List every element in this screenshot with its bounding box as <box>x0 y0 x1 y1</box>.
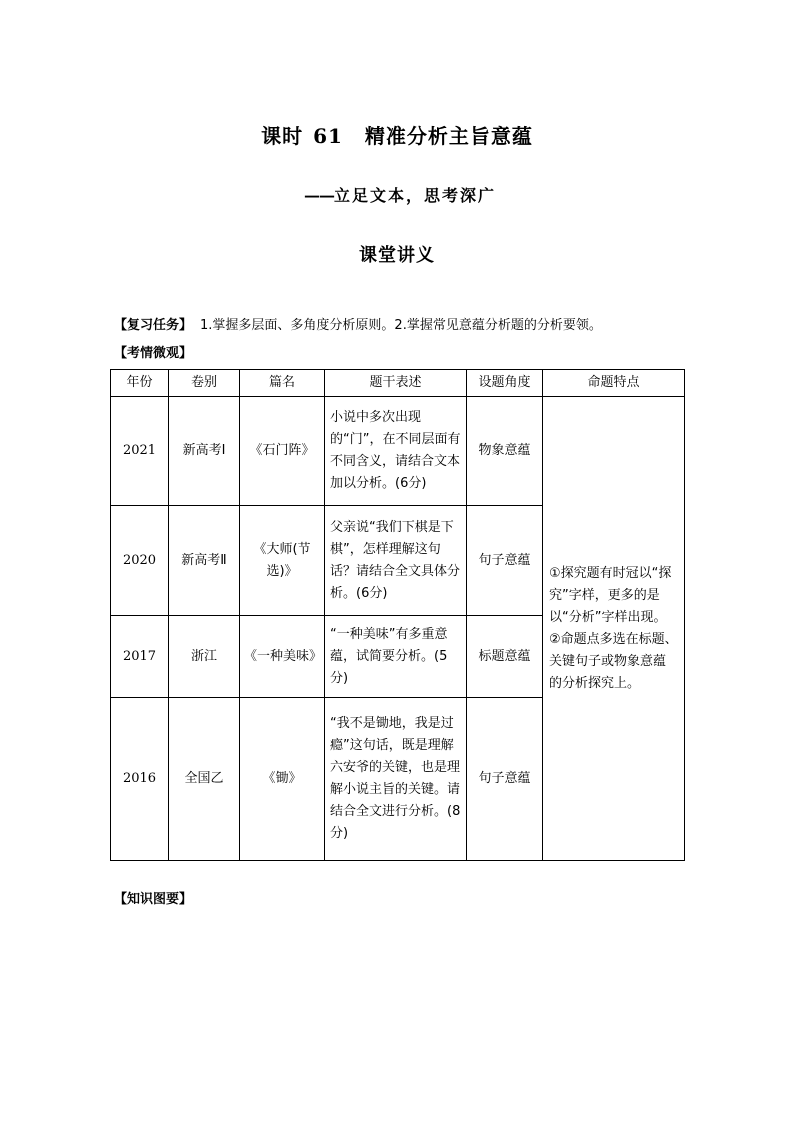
lesson-subtitle <box>0 183 794 206</box>
cell-paper: 全国乙 <box>169 698 240 861</box>
exam-overview-table <box>110 369 685 861</box>
review-task <box>114 314 602 333</box>
lesson-title <box>0 120 794 149</box>
cell-year: 2017 <box>111 616 169 698</box>
cell-angle: 物象意蕴 <box>467 397 543 506</box>
subtitle-text: 立足文本，思考深广 <box>333 186 496 205</box>
column-header-article: 篇名 <box>240 370 325 397</box>
table-header-row <box>111 370 685 397</box>
cell-angle: 句子意蕴 <box>467 698 543 861</box>
cell-article: 《一种美味》 <box>240 616 325 698</box>
table-row <box>111 397 685 506</box>
feature-item: ②命题点多选在标题、关键句子或物象意蕴的分析探究上。 <box>549 631 678 691</box>
cell-paper: 新高考Ⅰ <box>169 397 240 506</box>
exam-overview-label: 【考情微观】 <box>114 346 193 361</box>
cell-stem: “一种美味”有多重意蕴，试简要分析。(5分) <box>325 616 467 698</box>
cell-year: 2021 <box>111 397 169 506</box>
cell-stem: 父亲说“我们下棋是下棋”，怎样理解这句话？请结合全文具体分析。(6分) <box>325 506 467 616</box>
lesson-title-text: 精准分析主旨意蕴 <box>364 124 533 148</box>
column-header-features: 命题特点 <box>543 370 685 397</box>
subtitle-dash: —— <box>303 186 334 205</box>
feature-item: ①探究题有时冠以“探究”字样，更多的是以“分析”字样出现。 <box>549 565 672 625</box>
cell-article: 《石门阵》 <box>240 397 325 506</box>
column-header-angle: 设题角度 <box>467 370 543 397</box>
cell-features <box>543 397 685 861</box>
cell-article: 《锄》 <box>240 698 325 861</box>
cell-angle: 标题意蕴 <box>467 616 543 698</box>
lesson-title-prefix: 课时 <box>261 124 304 148</box>
column-header-stem: 题干表述 <box>325 370 467 397</box>
cell-angle: 句子意蕴 <box>467 506 543 616</box>
lesson-number: 61 <box>313 124 343 148</box>
column-header-year: 年份 <box>111 370 169 397</box>
cell-article: 《大师(节选)》 <box>240 506 325 616</box>
cell-stem: “我不是锄地，我是过瘾”这句话，既是理解六安爷的关键，也是理解小说主旨的关键。请结合全文进行分析。(8分) <box>325 698 467 861</box>
cell-paper: 新高考Ⅱ <box>169 506 240 616</box>
column-header-paper: 卷别 <box>169 370 240 397</box>
section-title: 课堂讲义 <box>359 245 435 266</box>
review-task-text: 1.掌握多层面、多角度分析原则。2.掌握常见意蕴分析题的分析要领。 <box>200 318 602 333</box>
cell-paper: 浙江 <box>169 616 240 698</box>
knowledge-map-label: 【知识图要】 <box>114 892 193 907</box>
cell-year: 2020 <box>111 506 169 616</box>
review-task-label: 【复习任务】 <box>114 318 193 333</box>
cell-year: 2016 <box>111 698 169 861</box>
cell-stem: 小说中多次出现的“门”，在不同层面有不同含义，请结合文本加以分析。(6分) <box>325 397 467 506</box>
